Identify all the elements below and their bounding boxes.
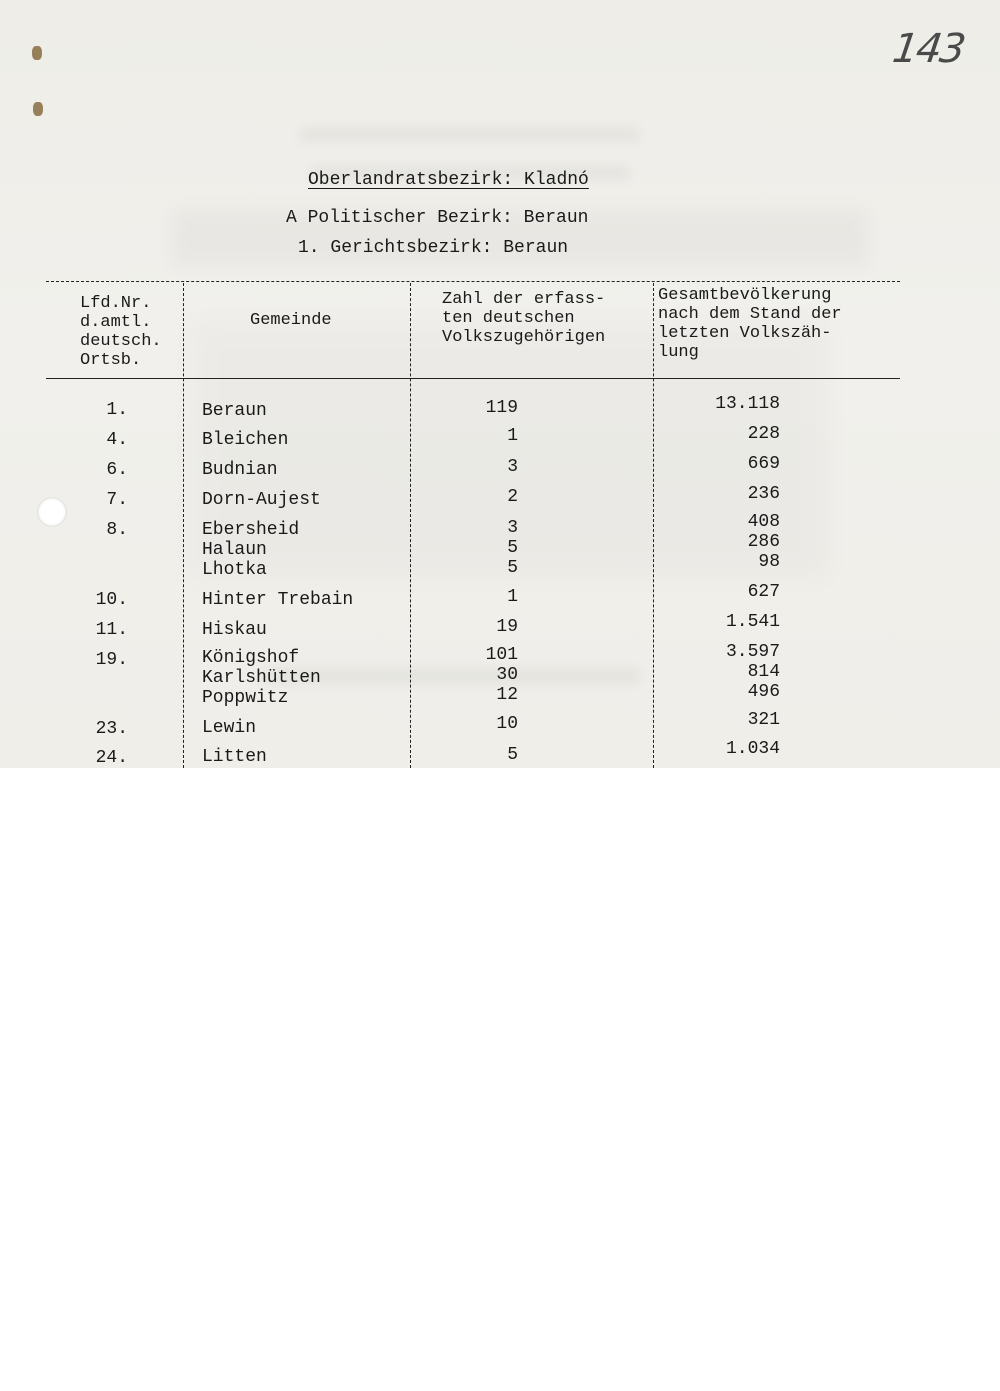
community-name: Beraun [202, 401, 267, 421]
column-header-number: Lfd.Nr. d.amtl. deutsch. Ortsb. [80, 294, 162, 370]
total-population: 13.118 [715, 394, 780, 414]
german-count: 5 [507, 745, 518, 765]
row-number: 24. [95, 748, 128, 768]
total-population: 228 [747, 424, 780, 444]
column-divider [183, 283, 184, 768]
total-population: 408 286 98 [747, 512, 780, 572]
german-count: 3 [507, 457, 518, 477]
community-name: Lewin [202, 718, 257, 738]
column-divider [410, 283, 411, 768]
total-population: 321 [747, 710, 780, 730]
row-number: 19. [95, 650, 128, 670]
district-title: Oberlandratsbezirk: Kladnó [308, 170, 589, 190]
german-count: 2 [507, 487, 518, 507]
total-population: 1.034 [725, 739, 780, 759]
column-header-community: Gemeinde [250, 311, 332, 330]
row-number: 10. [95, 590, 128, 610]
row-number: 8. [106, 520, 128, 540]
table-header-rule [46, 378, 900, 379]
page-number: 143 [889, 26, 967, 72]
community-name: Ebersheid Halaun Lhotka [202, 520, 300, 580]
row-number: 23. [95, 719, 128, 739]
german-count: 119 [485, 398, 518, 418]
total-population: 3.597 814 496 [725, 642, 780, 702]
rust-stain-mark [32, 46, 42, 60]
row-number: 6. [106, 460, 128, 480]
total-population: 627 [747, 582, 780, 602]
total-population: 1.541 [725, 612, 780, 632]
total-population: 669 [747, 454, 780, 474]
table-top-rule [46, 281, 900, 282]
german-count: 3 5 5 [507, 518, 518, 578]
column-header-german-count: Zahl der erfass- ten deutschen Volkszugehörigen [442, 290, 606, 347]
total-population: 236 [747, 484, 780, 504]
court-district-title: 1. Gerichtsbezirk: Beraun [298, 238, 569, 258]
community-name: Bleichen [202, 430, 289, 450]
punch-hole [37, 497, 67, 527]
row-number: 11. [95, 620, 128, 640]
column-header-total-population: Gesamtbevölkerung nach dem Stand der letzten Volkszäh- lung [658, 286, 842, 362]
row-number: 7. [106, 490, 128, 510]
german-count: 19 [496, 617, 518, 637]
column-divider [653, 283, 654, 768]
community-name: Dorn-Aujest [202, 490, 321, 510]
community-name: Litten [202, 747, 267, 767]
german-count: 10 [496, 714, 518, 734]
political-district-title: A Politischer Bezirk: Beraun [286, 208, 589, 228]
german-count: 1 [507, 426, 518, 446]
german-count: 101 30 12 [485, 645, 518, 705]
community-name: Budnian [202, 460, 278, 480]
german-count: 1 [507, 587, 518, 607]
community-name: Hiskau [202, 620, 267, 640]
rust-stain-mark [33, 102, 43, 116]
community-name: Hinter Trebain [202, 590, 354, 610]
row-number: 1. [106, 400, 128, 420]
community-name: Königshof Karlshütten Poppwitz [202, 648, 321, 708]
row-number: 4. [106, 430, 128, 450]
